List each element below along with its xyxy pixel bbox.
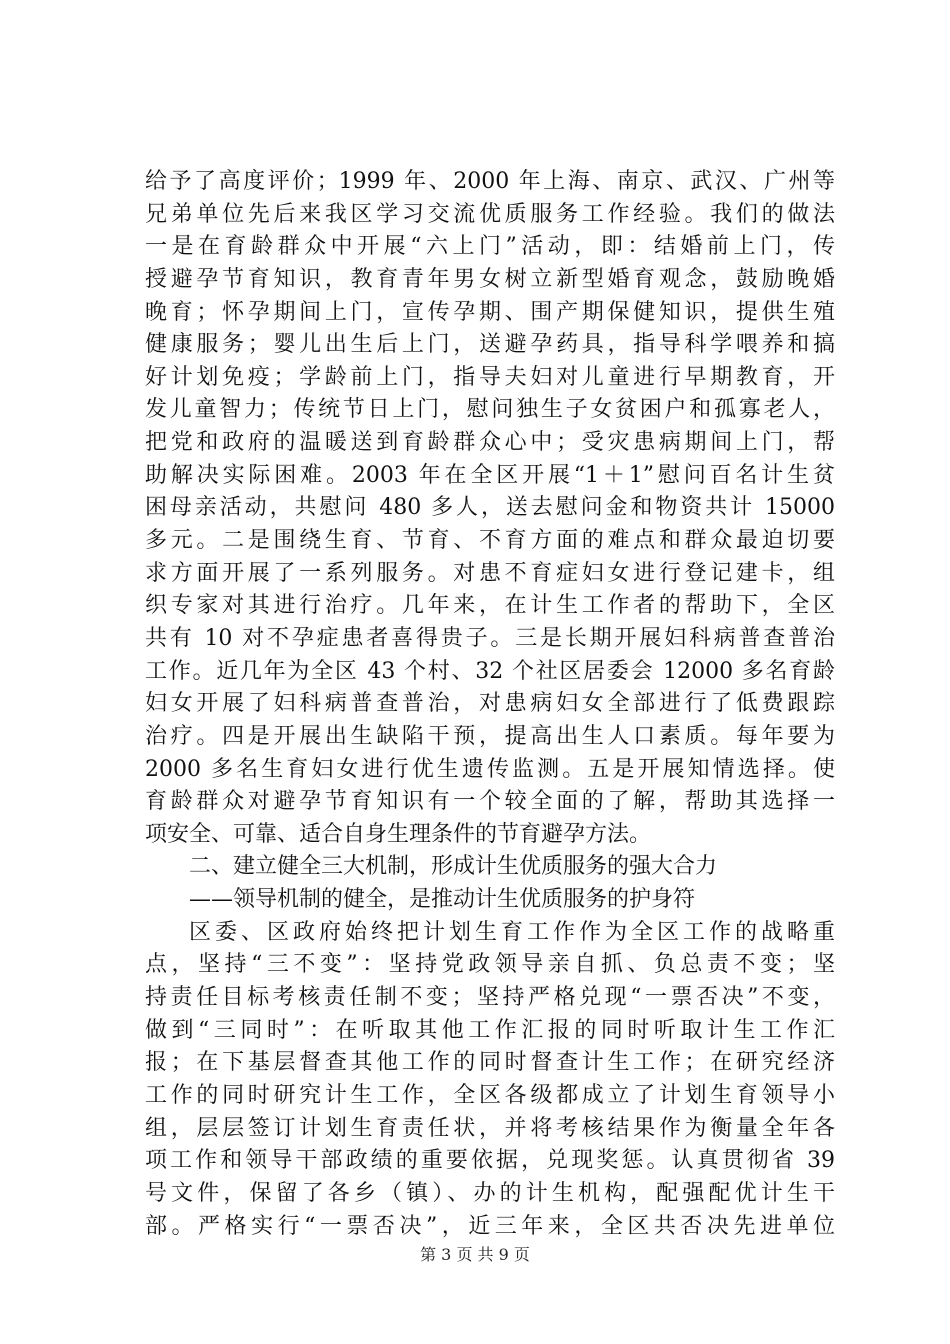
body-line: 发儿童智力；传统节日上门，慰问独生子女贫困户和孤寡老人， (145, 397, 835, 423)
body-line: 晚育；怀孕期间上门，宣传孕期、围产期保健知识，提供生殖 (145, 299, 835, 325)
body-line: 做到“三同时”：在听取其他工作汇报的同时听取计生工作汇 (145, 1017, 835, 1043)
body-line: 育龄群众对避孕节育知识有一个较全面的了解，帮助其选择一 (145, 789, 835, 815)
body-line: 求方面开展了一系列服务。对患不育症妇女进行登记建卡，组 (145, 560, 835, 586)
body-line: 区委、区政府始终把计划生育工作作为全区工作的战略重 (189, 919, 835, 945)
body-line: 多元。二是围绕生育、节育、不育方面的难点和群众最迫切要 (145, 528, 835, 554)
section-subheading: ——领导机制的健全，是推动计生优质服务的护身符 (189, 887, 696, 913)
body-line: 项安全、可靠、适合自身生理条件的节育避孕方法。 (145, 821, 652, 847)
body-line: 2000 多名生育妇女进行优生遗传监测。五是开展知情选择。使 (145, 756, 835, 782)
body-line: 把党和政府的温暖送到育龄群众心中；受灾患病期间上门，帮 (145, 430, 835, 456)
body-line: 妇女开展了妇科病普查普治，对患病妇女全部进行了低费跟踪 (145, 691, 835, 717)
body-line: 给予了高度评价；1999 年、2000 年上海、南京、武汉、广州等 (145, 169, 835, 194)
body-line: 好计划免疫；学龄前上门，指导夫妇对儿童进行早期教育，开 (145, 364, 835, 390)
body-line: 部。严格实行“一票否决”，近三年来，全区共否决先进单位 (145, 1213, 835, 1239)
body-line: 项工作和领导干部政绩的重要依据，兑现奖惩。认真贯彻省 39 (145, 1148, 835, 1174)
body-line: 治疗。四是开展出生缺陷干预，提高出生人口素质。每年要为 (145, 723, 835, 749)
body-line: 兄弟单位先后来我区学习交流优质服务工作经验。我们的做法 (145, 201, 835, 227)
body-line: 授避孕节育知识，教育青年男女树立新型婚育观念，鼓励晚婚 (145, 266, 835, 292)
page-number-footer: 第 3 页 共 9 页 (420, 1245, 530, 1264)
section-heading: 二、建立健全三大机制，形成计生优质服务的强大合力 (189, 854, 718, 880)
body-line: 织专家对其进行治疗。几年来，在计生工作者的帮助下，全区 (145, 593, 835, 619)
body-line: 健康服务；婴儿出生后上门，送避孕药具，指导科学喂养和搞 (145, 332, 835, 358)
body-line: 号文件，保留了各乡（镇）、办的计生机构，配强配优计生干 (145, 1180, 835, 1206)
body-line: 组，层层签订计划生育责任状，并将考核结果作为衡量全年各 (145, 1115, 835, 1141)
body-line: 持责任目标考核责任制不变；坚持严格兑现“一票否决”不变， (145, 985, 835, 1011)
body-line: 工作。近几年为全区 43 个村、32 个社区居委会 12000 多名育龄 (145, 658, 835, 684)
body-line: 共有 10 对不孕症患者喜得贵子。三是长期开展妇科病普查普治 (145, 625, 835, 651)
document-body (145, 166, 835, 1243)
body-line: 报；在下基层督查其他工作的同时督查计生工作；在研究经济 (145, 1050, 835, 1076)
body-line: 困母亲活动，共慰问 480 多人，送去慰问金和物资共计 15000 (145, 495, 835, 521)
body-line: 一是在育龄群众中开展“六上门”活动，即：结婚前上门，传 (145, 234, 835, 260)
body-line: 点，坚持“三不变”：坚持党政领导亲自抓、负总责不变；坚 (145, 952, 835, 978)
body-line: 工作的同时研究计生工作，全区各级都成立了计划生育领导小 (145, 1082, 835, 1108)
body-line: 助解决实际困难。2003 年在全区开展“1＋1”慰问百名计生贫 (145, 462, 835, 488)
